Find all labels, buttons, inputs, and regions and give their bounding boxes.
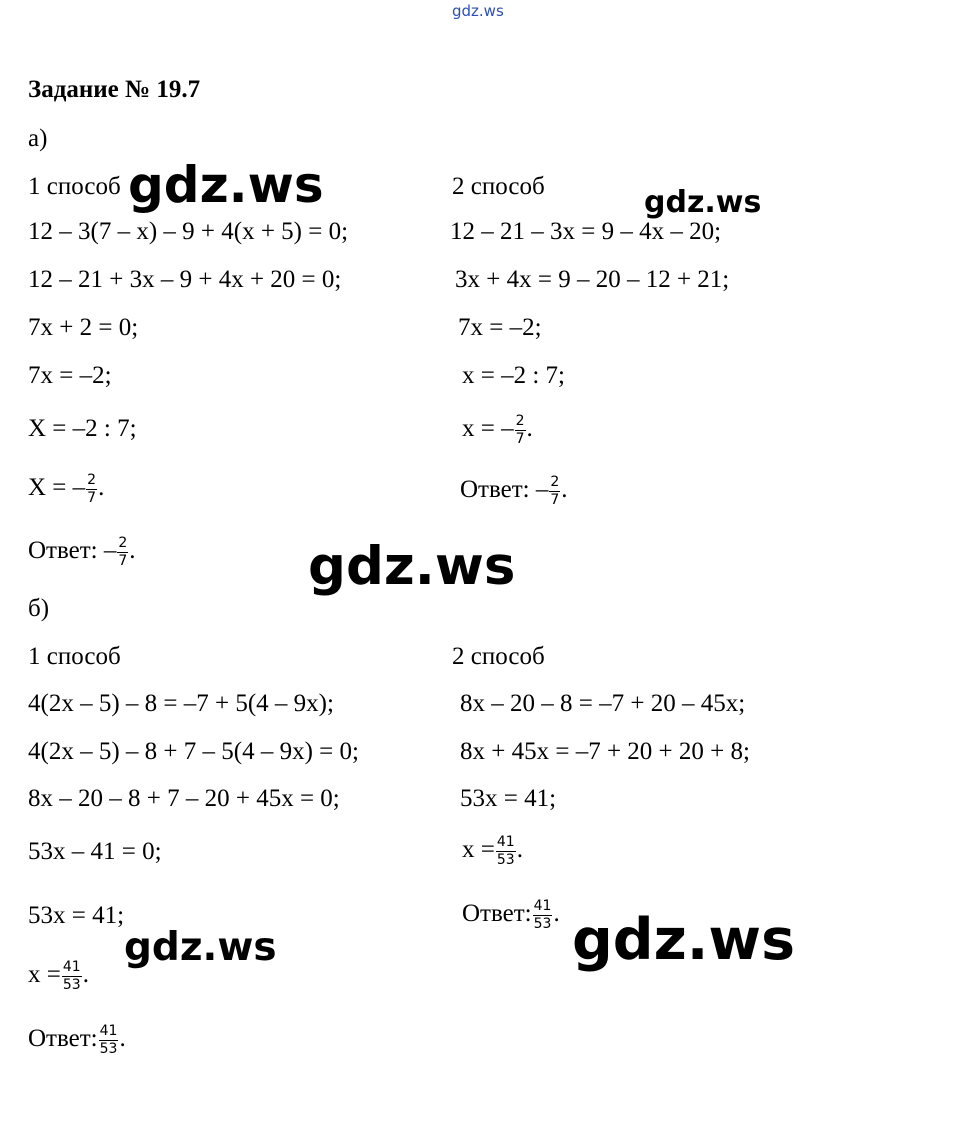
answer-suffix: . [129, 537, 136, 565]
equation-line: 8x – 20 – 8 = –7 + 20 – 45x; [460, 690, 746, 717]
equation-line: 8x – 20 – 8 + 7 – 20 + 45x = 0; [28, 785, 340, 812]
answer-suffix: . [553, 900, 560, 928]
part-b-method2-heading: 2 способ [452, 643, 545, 670]
fraction-numerator: 2 [118, 535, 128, 551]
fraction-denominator: 53 [62, 977, 81, 993]
fraction [496, 835, 516, 868]
answer-line [460, 475, 568, 508]
answer-suffix: . [119, 1025, 126, 1053]
fraction-denominator: 53 [496, 852, 515, 868]
fraction-denominator: 53 [533, 916, 552, 932]
fraction [86, 473, 97, 506]
answer-line [28, 536, 136, 569]
equation-line: 12 – 21 + 3x – 9 + 4x + 20 = 0; [28, 266, 342, 293]
solution-prefix: x = [462, 836, 495, 864]
answer-prefix: Ответ: [28, 1025, 98, 1053]
solution-line [28, 960, 89, 993]
equation-line: 53x = 41; [28, 902, 125, 929]
solution-suffix: . [82, 961, 89, 989]
answer-prefix: Ответ: – [28, 537, 117, 565]
equation-line: 3x + 4x = 9 – 20 – 12 + 21; [455, 266, 730, 293]
answer-prefix: Ответ: – [460, 476, 549, 504]
fraction-denominator: 7 [550, 492, 560, 508]
fraction [62, 960, 82, 993]
equation-line: 12 – 21 – 3x = 9 – 4x – 20; [450, 218, 722, 245]
fraction-numerator: 2 [515, 413, 525, 429]
part-b-label: б) [28, 595, 50, 622]
fraction [533, 899, 553, 932]
part-a-label: а) [28, 125, 48, 152]
equation-line: 53x – 41 = 0; [28, 838, 162, 865]
equation-line: 8x + 45x = –7 + 20 + 20 + 8; [460, 738, 750, 765]
solution-line [28, 473, 104, 506]
watermark: gdz.ws [644, 185, 762, 220]
solution-suffix: . [526, 415, 533, 443]
equation-line: 7x = –2; [458, 314, 542, 341]
equation-line: 4(2x – 5) – 8 = –7 + 5(4 – 9x); [28, 690, 334, 717]
fraction [515, 414, 526, 447]
part-a-method2-heading: 2 способ [452, 173, 545, 200]
equation-line: x = –2 : 7; [462, 362, 565, 389]
watermark: gdz.ws [128, 156, 324, 214]
answer-line [28, 1024, 126, 1057]
fraction [117, 536, 128, 569]
site-link[interactable]: gdz.ws [452, 2, 504, 20]
fraction-numerator: 41 [533, 898, 552, 914]
answer-line [462, 899, 560, 932]
solution-prefix: x = [28, 961, 61, 989]
part-b-method1-heading: 1 способ [28, 643, 121, 670]
fraction-numerator: 2 [87, 472, 97, 488]
part-a-method1-heading: 1 способ [28, 173, 121, 200]
equation-line: X = –2 : 7; [28, 415, 137, 442]
solution-line [462, 414, 533, 447]
solution-prefix: X = – [28, 474, 86, 502]
fraction-numerator: 41 [62, 959, 81, 975]
equation-line: 4(2x – 5) – 8 + 7 – 5(4 – 9x) = 0; [28, 738, 359, 765]
equation-line: 7x = –2; [28, 362, 112, 389]
fraction-numerator: 41 [496, 834, 515, 850]
solution-line [462, 835, 523, 868]
watermark: gdz.ws [308, 536, 516, 597]
watermark: gdz.ws [572, 907, 796, 973]
fraction [99, 1024, 119, 1057]
fraction-denominator: 7 [515, 431, 525, 447]
fraction-denominator: 7 [118, 553, 128, 569]
equation-line: 12 – 3(7 – x) – 9 + 4(x + 5) = 0; [28, 218, 349, 245]
answer-prefix: Ответ: [462, 900, 532, 928]
watermark: gdz.ws [124, 925, 277, 970]
equation-line: 53x = 41; [460, 785, 557, 812]
fraction [549, 475, 560, 508]
solution-suffix: . [98, 474, 105, 502]
fraction-denominator: 53 [99, 1041, 118, 1057]
solution-suffix: . [516, 836, 523, 864]
fraction-denominator: 7 [87, 490, 97, 506]
solution-prefix: x = – [462, 415, 514, 443]
fraction-numerator: 41 [99, 1023, 118, 1039]
equation-line: 7x + 2 = 0; [28, 314, 139, 341]
page-title: Задание № 19.7 [28, 76, 201, 103]
answer-suffix: . [561, 476, 568, 504]
fraction-numerator: 2 [550, 474, 560, 490]
